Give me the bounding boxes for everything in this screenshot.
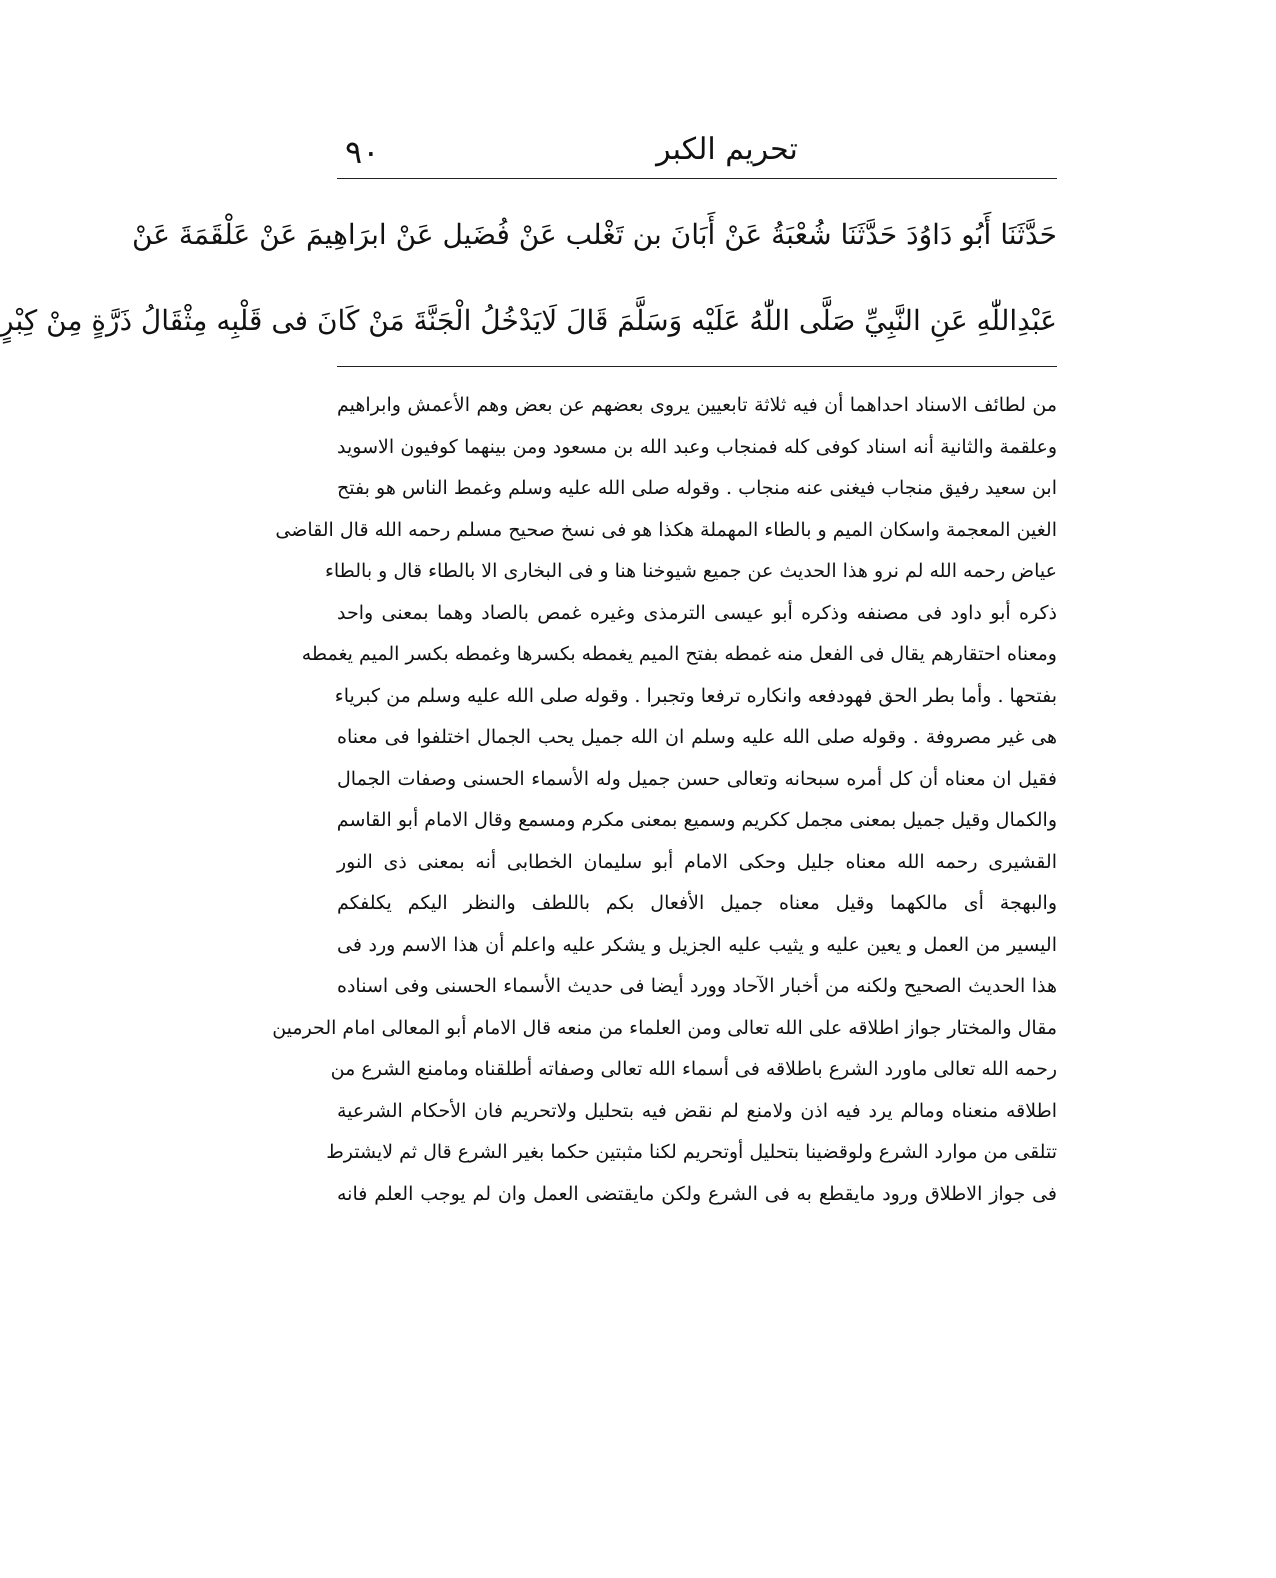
header-rule [337, 178, 1057, 179]
commentary-line: ابن سعيد رفيق منجاب فيغنى عنه منجاب . وقوله صلى الله عليه وسلم وغمط الناس هو بفتح [337, 477, 1057, 499]
page-header [337, 130, 1057, 178]
commentary-line: هذا الحديث الصحيح ولكنه من أخبار الآحاد وورد أيضا فى حديث الأسماء الحسنى وفى اسناده [337, 975, 1057, 997]
hadith-line: حَدَّثَنَا أَبُو دَاوُدَ حَدَّثَنَا شُعْبَةُ عَنْ أَبَانَ بن تَغْلب عَنْ فُضَيل عَنْ ابرَاهِيمَ عَنْ عَلْقَمَةَ عَنْ [131, 218, 1057, 251]
commentary-line: فقيل ان معناه أن كل أمره سبحانه وتعالى حسن جميل وله الأسماء الحسنى وصفات الجمال [337, 767, 1057, 790]
commentary-line: اطلاقه منعناه ومالم يرد فيه اذن ولامنع لم نقض فيه بتحليل ولاتحريم فان الأحكام الشرعية [337, 1099, 1057, 1122]
commentary-line: وعلقمة والثانية أنه اسناد كوفى كله فمنجاب وعبد الله بن مسعود ومن بينهما كوفيون الاسويد [337, 435, 1057, 458]
page-number: ٩٠ [345, 133, 380, 171]
commentary-line: رحمه الله تعالى ماورد الشرع باطلاقه فى أسماء الله تعالى وصفاته أطلقناه ومامنع الشرع من [330, 1058, 1057, 1080]
commentary-line: والكمال وقيل جميل بمعنى مجمل ككريم وسميع بمعنى مكرم ومسمع وقال الامام أبو القاسم [336, 809, 1057, 831]
commentary-line: فى جواز الاطلاق ورود مايقطع به فى الشرع ولكن مايقتضى العمل وان لم يوجب العلم فانه [337, 1182, 1057, 1205]
commentary-line: بفتحها . وأما بطر الحق فهودفعه وانكاره ترفعا وتجبرا . وقوله صلى الله عليه وسلم من كبرياء [334, 684, 1057, 707]
commentary-line: ذكره أبو داود فى مصنفه وذكره أبو عيسى الترمذى وغيره غمص بالصاد وهما بمعنى واحد [337, 601, 1057, 624]
commentary-line: القشيرى رحمه الله معناه جليل وحكى الامام أبو سليمان الخطابى أنه بمعنى ذى النور [337, 850, 1057, 873]
section-divider [337, 366, 1057, 367]
running-title: تحريم الكبر [656, 132, 798, 167]
commentary-line: ومعناه احتقارهم يقال فى الفعل منه غمطه بفتح الميم يغمطه بكسرها وغمطه بكسر الميم يغمطه [301, 643, 1057, 665]
commentary-line: تتلقى من موارد الشرع ولوقضينا بتحليل أوتحريم لكنا مثبتين حكما بغير الشرع قال ثم لايشترط [326, 1141, 1057, 1163]
commentary-line: اليسير من العمل و يعين عليه و يثيب عليه الجزيل و يشكر عليه واعلم أن هذا الاسم ورد فى [337, 933, 1057, 956]
commentary-line: الغين المعجمة واسكان الميم و بالطاء المهملة هكذا هو فى نسخ صحيح مسلم رحمه الله قال القاضى [275, 518, 1057, 541]
commentary-line: مقال والمختار جواز اطلاقه على الله تعالى ومن العلماء من منعه قال الامام أبو المعالى امام الحرمين [272, 1016, 1057, 1039]
commentary-line: هى غير مصروفة . وقوله صلى الله عليه وسلم ان الله جميل يحب الجمال اختلفوا فى معناه [337, 726, 1057, 748]
hadith-text [0, 192, 1057, 364]
commentary-line: من لطائف الاسناد احداهما أن فيه ثلاثة تابعيين يروى بعضهم عن بعض وهم الأعمش وابراهيم [337, 394, 1057, 416]
commentary-text [272, 385, 1057, 1215]
commentary-line: عياض رحمه الله لم نرو هذا الحديث عن جميع شيوخنا هنا و فى البخارى الا بالطاء قال و بالطاء [324, 560, 1057, 582]
hadith-line: عَبْدِاللّٰهِ عَنِ النَّبِيِّ صَلَّى اللّٰهُ عَلَيْه وَسَلَّمَ قَالَ لَايَدْخُلُ الْجَنَّةَ مَنْ كَانَ فى قَلْبِه مِثْقَالُ ذَرَّةٍ مِنْ كِبْرٍ [0, 304, 1057, 337]
commentary-line: والبهجة أى مالكهما وقيل معناه جميل الأفعال بكم باللطف والنظر اليكم يكلفكم [337, 892, 1057, 914]
